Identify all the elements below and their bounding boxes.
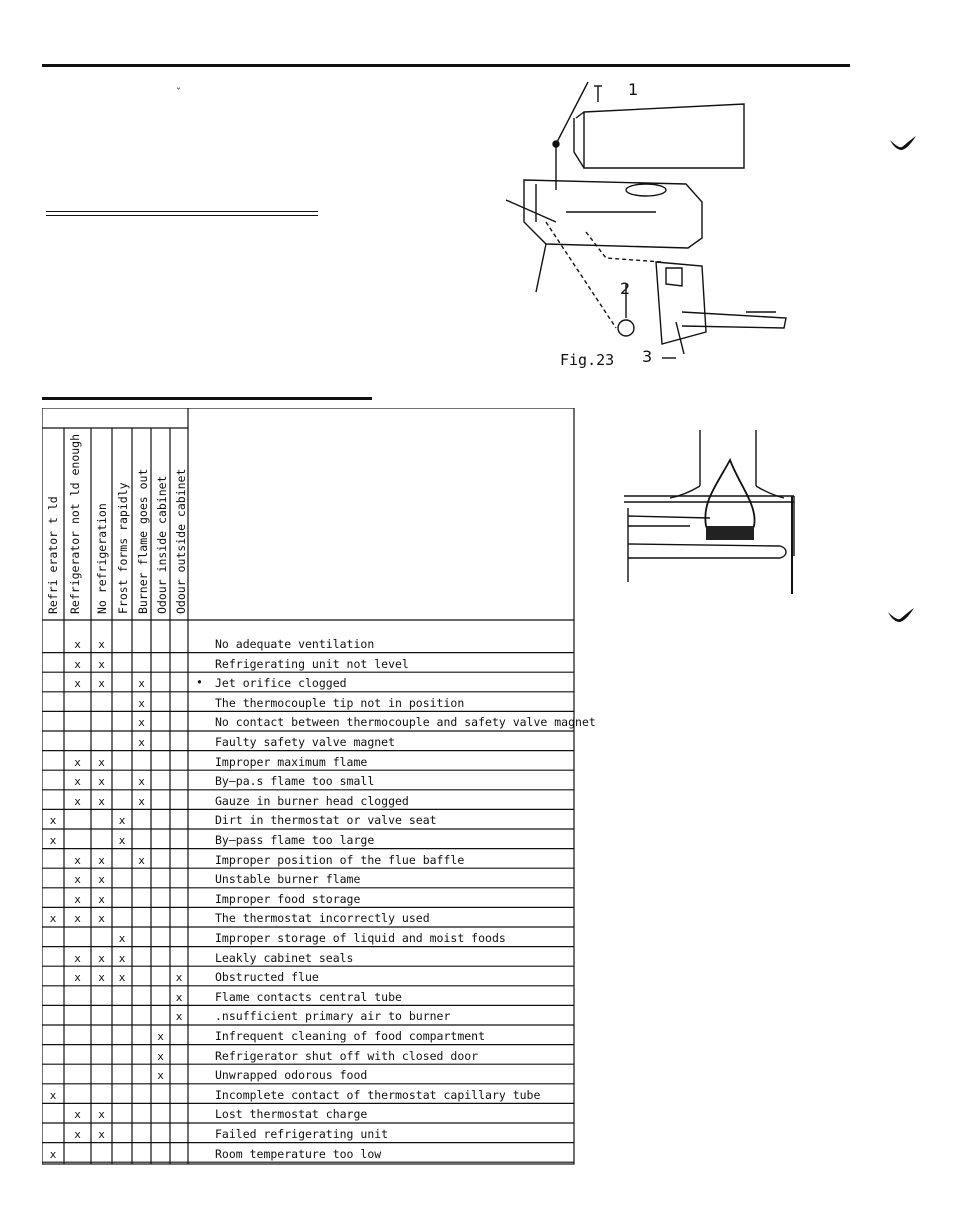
column-header: No refrigeration <box>95 503 109 614</box>
cause-text: No contact between thermocouple and safety valve magnet <box>215 715 596 730</box>
figure-23-drawing <box>506 72 796 372</box>
symptom-mark: x <box>138 677 145 691</box>
burner-flame-drawing <box>620 426 800 596</box>
callout-3: 3 <box>642 347 653 366</box>
symptom-mark: x <box>98 657 105 671</box>
callout-2: 2 <box>620 279 631 298</box>
symptom-mark: x <box>138 736 145 749</box>
symptom-mark: x <box>74 657 81 671</box>
column-header: Refri erator t ld <box>46 496 60 614</box>
symptom-mark: x <box>175 1010 183 1024</box>
row-prefix: • <box>196 675 203 690</box>
symptom-mark: x <box>118 834 126 847</box>
cause-text: Refrigerating unit not level <box>215 656 409 671</box>
symptom-mark: x <box>74 873 81 887</box>
symptom-mark: x <box>157 1069 164 1083</box>
cause-text: Faulty safety valve magnet <box>215 735 396 749</box>
cause-text: Improper position of the flue baffle <box>215 852 465 867</box>
cause-text: Leakly cabinet seals <box>215 950 354 965</box>
symptom-mark: x <box>118 932 126 945</box>
symptom-mark: x <box>74 951 81 965</box>
symptom-mark: x <box>98 892 105 906</box>
cause-text: Improper food storage <box>215 891 361 906</box>
symptom-mark: x <box>98 873 105 887</box>
top-rule <box>42 64 850 67</box>
cause-text: By–pass flame too large <box>215 833 375 847</box>
cause-text: Refrigerator shut off with closed door <box>215 1048 479 1063</box>
symptom-mark: x <box>74 892 81 906</box>
symptom-mark: x <box>74 794 81 808</box>
symptom-mark: x <box>49 912 57 926</box>
symptom-mark: x <box>74 755 81 769</box>
cause-text: Gauze in burner head clogged <box>215 793 409 808</box>
symptom-mark: x <box>74 638 81 651</box>
cause-text: Jet orifice clogged <box>215 676 347 691</box>
symptom-mark: x <box>74 912 81 926</box>
cause-text: By–pa.s flame too small <box>215 774 375 789</box>
corner-tick: ˇ <box>176 88 181 99</box>
symptom-mark: x <box>98 951 105 965</box>
cause-text: Obstructed flue <box>215 970 319 985</box>
symptom-mark: x <box>98 912 105 926</box>
symptom-mark: x <box>157 1049 164 1063</box>
cause-text: Lost thermostat charge <box>215 1107 368 1122</box>
symptom-mark: x <box>138 794 145 808</box>
cause-text: Unstable burner flame <box>215 872 361 887</box>
symptom-mark: x <box>49 834 57 847</box>
callout-1: 1 <box>628 80 639 99</box>
cause-text: Infrequent cleaning of food compartment <box>215 1029 486 1043</box>
symptom-mark: x <box>98 755 105 769</box>
cause-text: Incomplete contact of thermostat capillary tube <box>215 1087 541 1102</box>
cause-text: Flame contacts central tube <box>215 989 402 1004</box>
figure-label: Fig.23 <box>560 351 615 369</box>
symptom-mark: x <box>74 853 81 867</box>
symptom-mark: x <box>138 696 145 710</box>
cause-text: Room temperature too low <box>215 1146 382 1161</box>
column-header: Odour outside cabinet <box>174 468 188 614</box>
table-title-rule <box>42 397 372 400</box>
symptom-mark: x <box>98 1128 105 1141</box>
symptom-mark: x <box>49 1088 57 1102</box>
cause-text: No adequate ventilation <box>215 637 375 651</box>
symptom-mark: x <box>74 971 81 985</box>
symptom-mark: x <box>98 1108 105 1122</box>
column-header: Odour inside cabinet <box>155 475 169 614</box>
symptom-mark: x <box>98 853 105 867</box>
cause-text: Unwrapped odorous food <box>215 1068 368 1083</box>
symptom-mark: x <box>49 1147 57 1161</box>
symptom-mark: x <box>138 716 145 730</box>
symptom-mark: x <box>74 775 81 789</box>
column-header: Burner flame goes out <box>136 468 150 614</box>
symptom-mark: x <box>118 971 126 985</box>
symptom-mark: x <box>74 1128 81 1141</box>
section-rule <box>46 211 318 216</box>
cause-text: .nsufficient primary air to burner <box>215 1009 451 1024</box>
check-mark-icon <box>888 132 918 152</box>
cause-text: The thermocouple tip not in position <box>215 695 465 710</box>
symptom-mark: x <box>175 971 183 985</box>
cause-text: The thermostat incorrectly used <box>215 911 430 926</box>
column-header: Refrigerator not ld enough <box>68 433 82 614</box>
symptom-mark: x <box>98 971 105 985</box>
symptom-mark: x <box>49 814 57 828</box>
symptom-mark: x <box>98 794 105 808</box>
symptom-mark: x <box>74 677 81 691</box>
symptom-mark: x <box>138 853 145 867</box>
cause-text: Failed refrigerating unit <box>215 1127 389 1141</box>
cause-text: Dirt in thermostat or valve seat <box>215 813 437 828</box>
cause-text: Improper storage of liquid and moist foods <box>215 931 506 945</box>
check-mark-icon <box>886 604 916 624</box>
symptom-mark: x <box>98 638 105 651</box>
symptom-mark: x <box>74 1108 81 1122</box>
symptom-mark: x <box>138 775 145 789</box>
symptom-mark: x <box>118 814 126 828</box>
symptom-mark: x <box>175 990 183 1004</box>
column-header: Frost forms rapidly <box>116 482 130 614</box>
symptom-mark: x <box>157 1030 164 1043</box>
symptom-mark: x <box>98 677 105 691</box>
symptom-mark: x <box>98 775 105 789</box>
symptom-mark: x <box>118 951 126 965</box>
cause-text: Improper maximum flame <box>215 754 368 769</box>
